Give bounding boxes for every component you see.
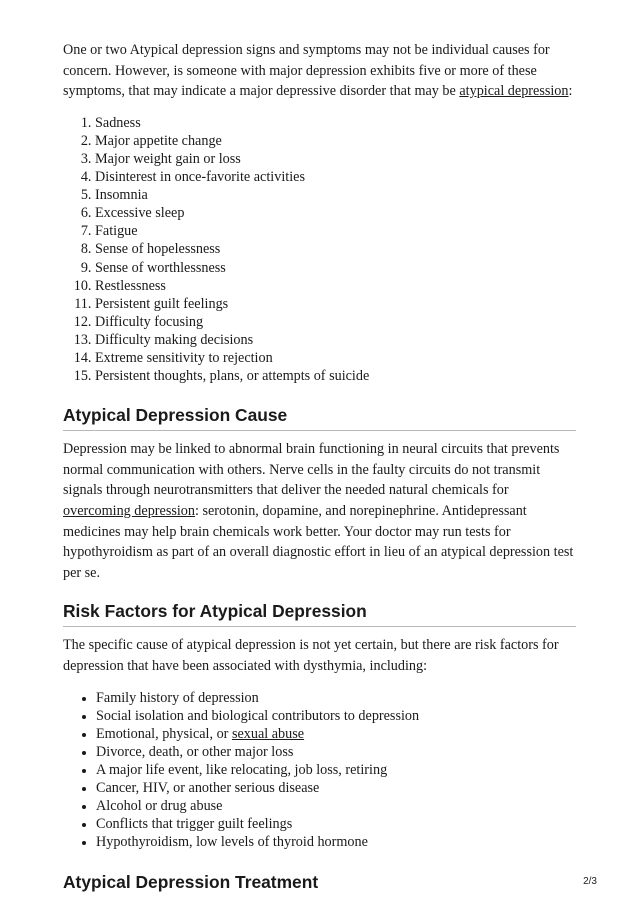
- list-item: 2. Major appetite change: [95, 132, 576, 150]
- list-item: [96, 725, 576, 743]
- symptoms-list: [63, 114, 576, 385]
- list-item: 7. Fatigue: [95, 222, 576, 240]
- list-item: 5. Insomnia: [95, 186, 576, 204]
- list-item: 8. Sense of hopelessness: [95, 240, 576, 258]
- list-item: 6. Excessive sleep: [95, 204, 576, 222]
- list-item: • Alcohol or drug abuse: [96, 797, 576, 815]
- list-item: • Social isolation and biological contributors to depression: [96, 707, 576, 725]
- sexual-abuse-link[interactable]: sexual abuse: [231, 725, 305, 742]
- list-item: 10. Restlessness: [95, 277, 576, 295]
- intro-paragraph: [63, 40, 576, 102]
- overcoming-depression-link[interactable]: overcoming depression: [63, 502, 195, 519]
- abuse-item-text: Emotional, physical, or: [96, 725, 232, 742]
- cause-text-end: : serotonin, dopamine, and norepinephrine. Antidepressant medicines may help brain chemicals work better. Your doctor may run tests for hypothyroidism as part of an overall diagnostic effort in lieu of an atypical depression test per se.: [63, 502, 574, 581]
- atypical-depression-link[interactable]: atypical depression: [459, 83, 569, 100]
- list-item: 3. Major weight gain or loss: [95, 150, 576, 168]
- risk-factors-list: [63, 689, 576, 852]
- cause-text: Depression may be linked to abnormal brain functioning in neural circuits that prevents normal communication with others. Nerve cells in the faulty circuits do not transmit signals through neurotransmitters that deliver the needed natural chemicals for: [63, 441, 560, 499]
- cause-paragraph: [63, 439, 576, 583]
- risk-paragraph: The specific cause of atypical depression is not yet certain, but there are risk factors for depression that have been associated with dysthymia, including:: [63, 637, 559, 674]
- intro-text: One or two Atypical depression signs and symptoms may not be individual causes for concern. However, is someone with major depression exhibits five or more of these symptoms, that may indicate a major depressive disorder that may be: [63, 42, 550, 100]
- list-item: • A major life event, like relocating, job loss, retiring: [96, 761, 576, 779]
- treatment-heading: Atypical Depression Treatment: [63, 872, 319, 893]
- list-item: • Conflicts that trigger guilt feelings: [96, 815, 576, 833]
- list-item: • Hypothyroidism, low levels of thyroid hormone: [96, 833, 576, 851]
- risk-heading: Risk Factors for Atypical Depression: [63, 600, 576, 627]
- list-item: 11. Persistent guilt feelings: [95, 295, 576, 313]
- article-content: [63, 40, 576, 897]
- list-item: 12. Difficulty focusing: [95, 313, 576, 331]
- list-item: 9. Sense of worthlessness: [95, 259, 576, 277]
- list-item: • Divorce, death, or other major loss: [96, 743, 576, 761]
- list-item: 1. Sadness: [95, 114, 576, 132]
- list-item: 13. Difficulty making decisions: [95, 331, 576, 349]
- list-item: 14. Extreme sensitivity to rejection: [95, 349, 576, 367]
- list-item: 15. Persistent thoughts, plans, or attempts of suicide: [95, 367, 576, 385]
- list-item: • Family history of depression: [96, 689, 576, 707]
- list-item: • Cancer, HIV, or another serious disease: [96, 779, 576, 797]
- page-number: 2/3: [583, 876, 597, 887]
- cause-heading: Atypical Depression Cause: [63, 404, 576, 431]
- list-item: 4. Disinterest in once-favorite activities: [95, 168, 576, 186]
- intro-text-end: :: [568, 83, 573, 100]
